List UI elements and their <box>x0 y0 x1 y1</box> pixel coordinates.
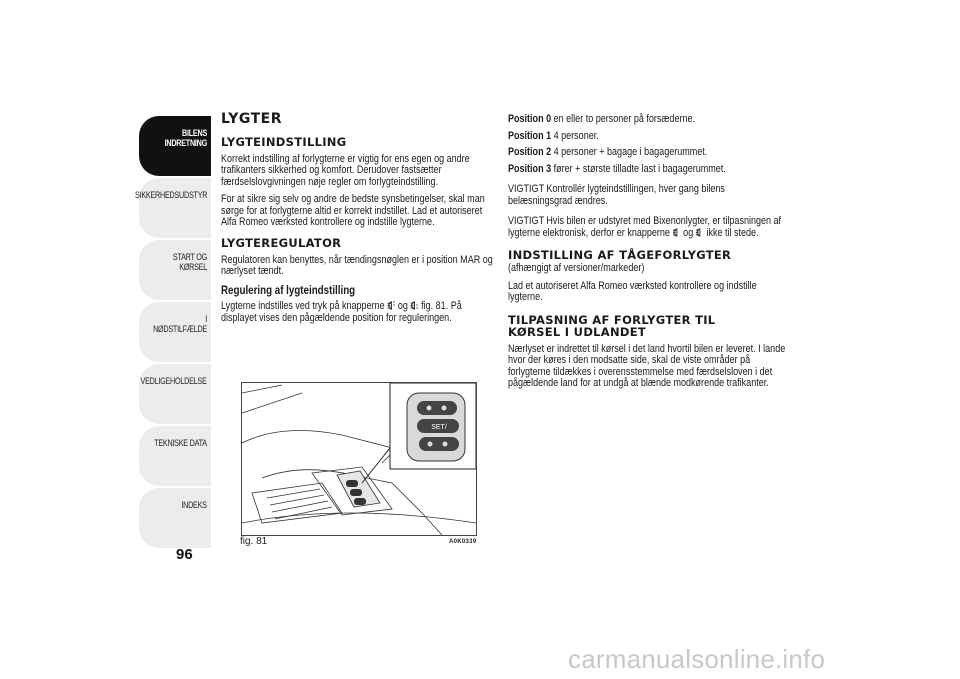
figure-code: A0K0339 <box>449 539 477 545</box>
tab-label: I NØDSTILFÆLDE <box>153 314 207 334</box>
position-text: 4 personer. <box>553 129 599 142</box>
text-segment: Lygterne indstilles ved tryk på knapperne <box>221 300 385 312</box>
watermark: carmanualsonline.info <box>568 644 826 674</box>
tab-start-og-korsel[interactable] <box>139 240 211 300</box>
paragraph: For at sikre sig selv og andre de bedste synsbetingelser, skal man sørge for at forlygterne altid er korrekt indstillet. Lad et autoriseret Alfa Romeo værksted kontrollere og indstille lygterne. <box>221 193 485 228</box>
chapter-tabs <box>134 116 211 550</box>
headlamp-down-icon <box>387 301 395 310</box>
text-segment: fig. 81. På displayet vises den pågældende position for reguleringen. <box>221 300 462 324</box>
tab-sikkerhedsudstyr[interactable] <box>134 178 211 238</box>
dashboard-controls-drawing <box>242 383 476 535</box>
tab-indeks[interactable] <box>139 488 211 548</box>
text-segment: og <box>397 300 408 312</box>
figure-caption: fig. 81 <box>240 536 268 547</box>
text-segment: og <box>683 226 694 239</box>
heading-lygteindstilling: LYGTEINDSTILLING <box>221 134 347 149</box>
position-label: Position 2 <box>508 146 552 158</box>
tab-label: TEKNISKE DATA <box>154 438 207 448</box>
position-item <box>508 131 788 143</box>
position-text: en eller to personer på forsæderne. <box>553 113 696 125</box>
position-label: Position 1 <box>508 129 552 142</box>
tab-label: VEDLIGEHOLDELSE <box>140 376 207 386</box>
position-item <box>508 147 788 159</box>
paragraph: Regulatoren kan benyttes, når tændingsnøglen er i position MAR og nærlyset tændt. <box>221 253 493 277</box>
tab-label: SIKKERHEDSUDSTYR <box>134 190 207 200</box>
tab-vedligeholdelse[interactable] <box>139 364 211 424</box>
position-item <box>508 164 788 176</box>
set-button-label: SET/ <box>431 424 447 431</box>
page-number: 96 <box>176 546 193 563</box>
tab-label: START OG KØRSEL <box>172 252 207 272</box>
headlamp-up-icon <box>410 301 418 310</box>
subheading: (afhængigt af versioner/markeder) <box>508 262 645 274</box>
position-item <box>508 114 788 126</box>
headlamp-down-icon <box>672 228 680 237</box>
tab-label: INDEKS <box>181 500 207 510</box>
position-label: Position 3 <box>508 162 552 175</box>
note-paragraph <box>508 216 788 239</box>
heading-taageforlygter: INDSTILLING AF TÅGEFORLYGTER <box>508 248 732 262</box>
right-column <box>508 114 788 396</box>
position-text: fører + største tilladte last i bagagerummet. <box>553 162 726 175</box>
tab-i-nodstilfaelde[interactable] <box>139 302 211 362</box>
left-column <box>221 111 493 330</box>
position-text: 4 personer + bagage i bagagerummet. <box>553 146 708 158</box>
heading-regulering: Regulering af lygteindstilling <box>221 284 356 297</box>
position-label: Position 0 <box>508 113 552 125</box>
paragraph: Nærlyset er indrettet til kørsel i det land hvortil bilen er leveret. I lande hvor der køres i den modsatte side, skal de viste områder på forlygterne tildækkes i overensstemmelse med færdselsloven i det pågældende land for at undgå at blænde modkørende trafikanter. <box>508 342 786 389</box>
paragraph <box>221 301 493 324</box>
text-segment: ikke til stede. <box>706 226 759 239</box>
heading-lygteregulator: LYGTEREGULATOR <box>221 235 342 250</box>
heading-tilpasning: TILPASNING AF FORLYGTER TIL KØRSEL I UDLANDET <box>508 312 716 339</box>
tab-bilens-indretning[interactable] <box>139 116 211 176</box>
tab-label: BILENS INDRETNING <box>164 128 207 148</box>
headlamp-up-icon <box>696 228 704 237</box>
paragraph: Korrekt indstilling af forlygterne er vigtig for ens egen og andre trafikanters sikkerhed og komfort. Derudover fastsætter færdselslovgivningen nøje regler om forlygteindstilling. <box>221 152 470 188</box>
paragraph: Lad et autoriseret Alfa Romeo værksted kontrollere og indstille lygterne. <box>508 279 757 303</box>
section-title: LYGTER <box>221 111 283 127</box>
note-paragraph: VIGTIGT Kontrollér lygteindstillingen, hver gang bilens belæsningsgrad ændres. <box>508 183 725 207</box>
text-segment: VIGTIGT Hvis bilen er udstyret med Bixenonlygter, er tilpasningen af lygterne elektronisk, derfor er knapperne <box>508 215 782 239</box>
tab-tekniske-data[interactable] <box>139 426 211 486</box>
figure-81-illustration <box>241 382 477 536</box>
